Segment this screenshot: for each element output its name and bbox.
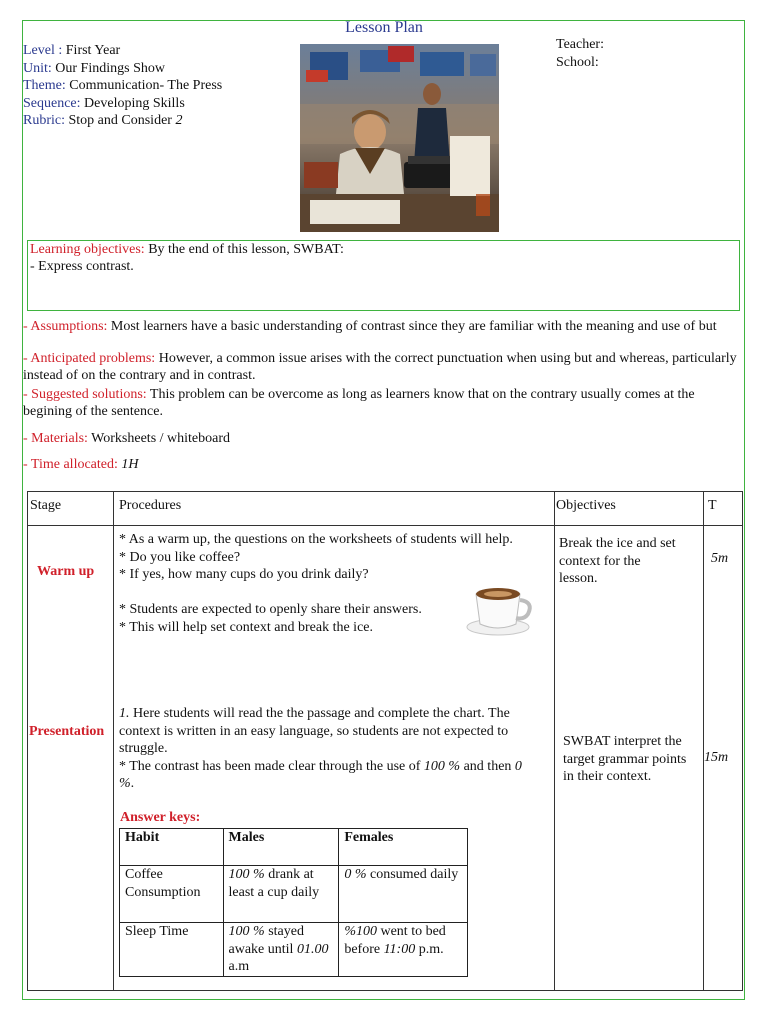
teacher-label: Teacher: <box>556 37 604 52</box>
lesson-procedure-table <box>27 491 743 991</box>
suggested-solutions: - Suggested solutions: This problem can be overcome as long as learners know that on the contrary usually comes at the begining of the sentence. <box>23 387 695 419</box>
stage-presentation: Presentation <box>29 724 105 739</box>
presentation-time: 15m <box>704 750 729 765</box>
header-stage: Stage <box>30 498 62 513</box>
answer-keys-label: Answer keys: <box>120 810 201 825</box>
newsroom-image <box>300 44 499 232</box>
rubric-row: Rubric: Stop and Consider 2 <box>23 113 183 128</box>
females-header: Females <box>339 829 468 866</box>
males-header: Males <box>223 829 339 866</box>
materials: - Materials: Worksheets / whiteboard <box>23 431 231 446</box>
theme-row: Theme: Communication- The Press <box>23 78 223 93</box>
anticipated-problems: - Anticipated problems: However, a common issue arises with the correct punctuation when using but and whereas, particularly instead of on the contrary and in contrast. <box>23 351 737 383</box>
warmup-procedures: * As a warm up, the questions on the worksheets of students will help. * Do you like coffee? * If yes, how many cups do you drink daily? * Students are expected to openly share their answers. * This will help set context and break the ice. <box>119 532 513 635</box>
warmup-time: 5m <box>711 551 729 566</box>
assumptions: - Assumptions: Most learners have a basic understanding of contrast since they are familiar with the meaning and use of but <box>23 319 717 334</box>
objectives-label: Learning objectives: <box>30 242 145 257</box>
coffee-cup-icon <box>466 580 538 636</box>
page-title: Lesson Plan <box>345 19 423 36</box>
stage-warm-up: Warm up <box>37 564 95 579</box>
presentation-procedures: 1. Here students will read the the passage and complete the chart. The context is written in an easy language, so students are not expected to struggle. * The contrast has been made clear through the use of 100 % and then 0 %. <box>119 706 522 791</box>
table-row: Coffee Consumption 100 % drank at least a cup daily 0 % consumed daily <box>120 866 468 923</box>
table-row: Sleep Time 100 % stayed awake until 01.00 a.m %100 went to bed before 11:00 p.m. <box>120 923 468 977</box>
newsroom-illustration <box>300 44 499 232</box>
answer-keys-table <box>119 828 468 977</box>
header-objectives: Objectives <box>556 498 616 513</box>
unit-row: Unit: Our Findings Show <box>23 60 165 76</box>
level-row: Level : First Year <box>23 43 121 58</box>
lesson-meta <box>23 42 222 130</box>
sequence-row: Sequence: Developing Skills <box>23 95 185 111</box>
presentation-objective: SWBAT interpret the target grammar points in their context. <box>563 734 687 784</box>
school-label: School: <box>556 54 599 70</box>
time-allocated: - Time allocated: 1H <box>23 457 139 472</box>
header-time: T <box>708 498 717 513</box>
teacher-school <box>556 36 604 71</box>
objectives-item: - Express contrast. <box>30 259 134 274</box>
objectives-text: By the end of this lesson, SWBAT: <box>148 242 344 257</box>
habit-header: Habit <box>120 829 224 866</box>
warmup-objective: Break the ice and set context for the lesson. <box>559 536 676 586</box>
header-procedures: Procedures <box>119 498 182 513</box>
learning-objectives-box <box>27 240 740 311</box>
